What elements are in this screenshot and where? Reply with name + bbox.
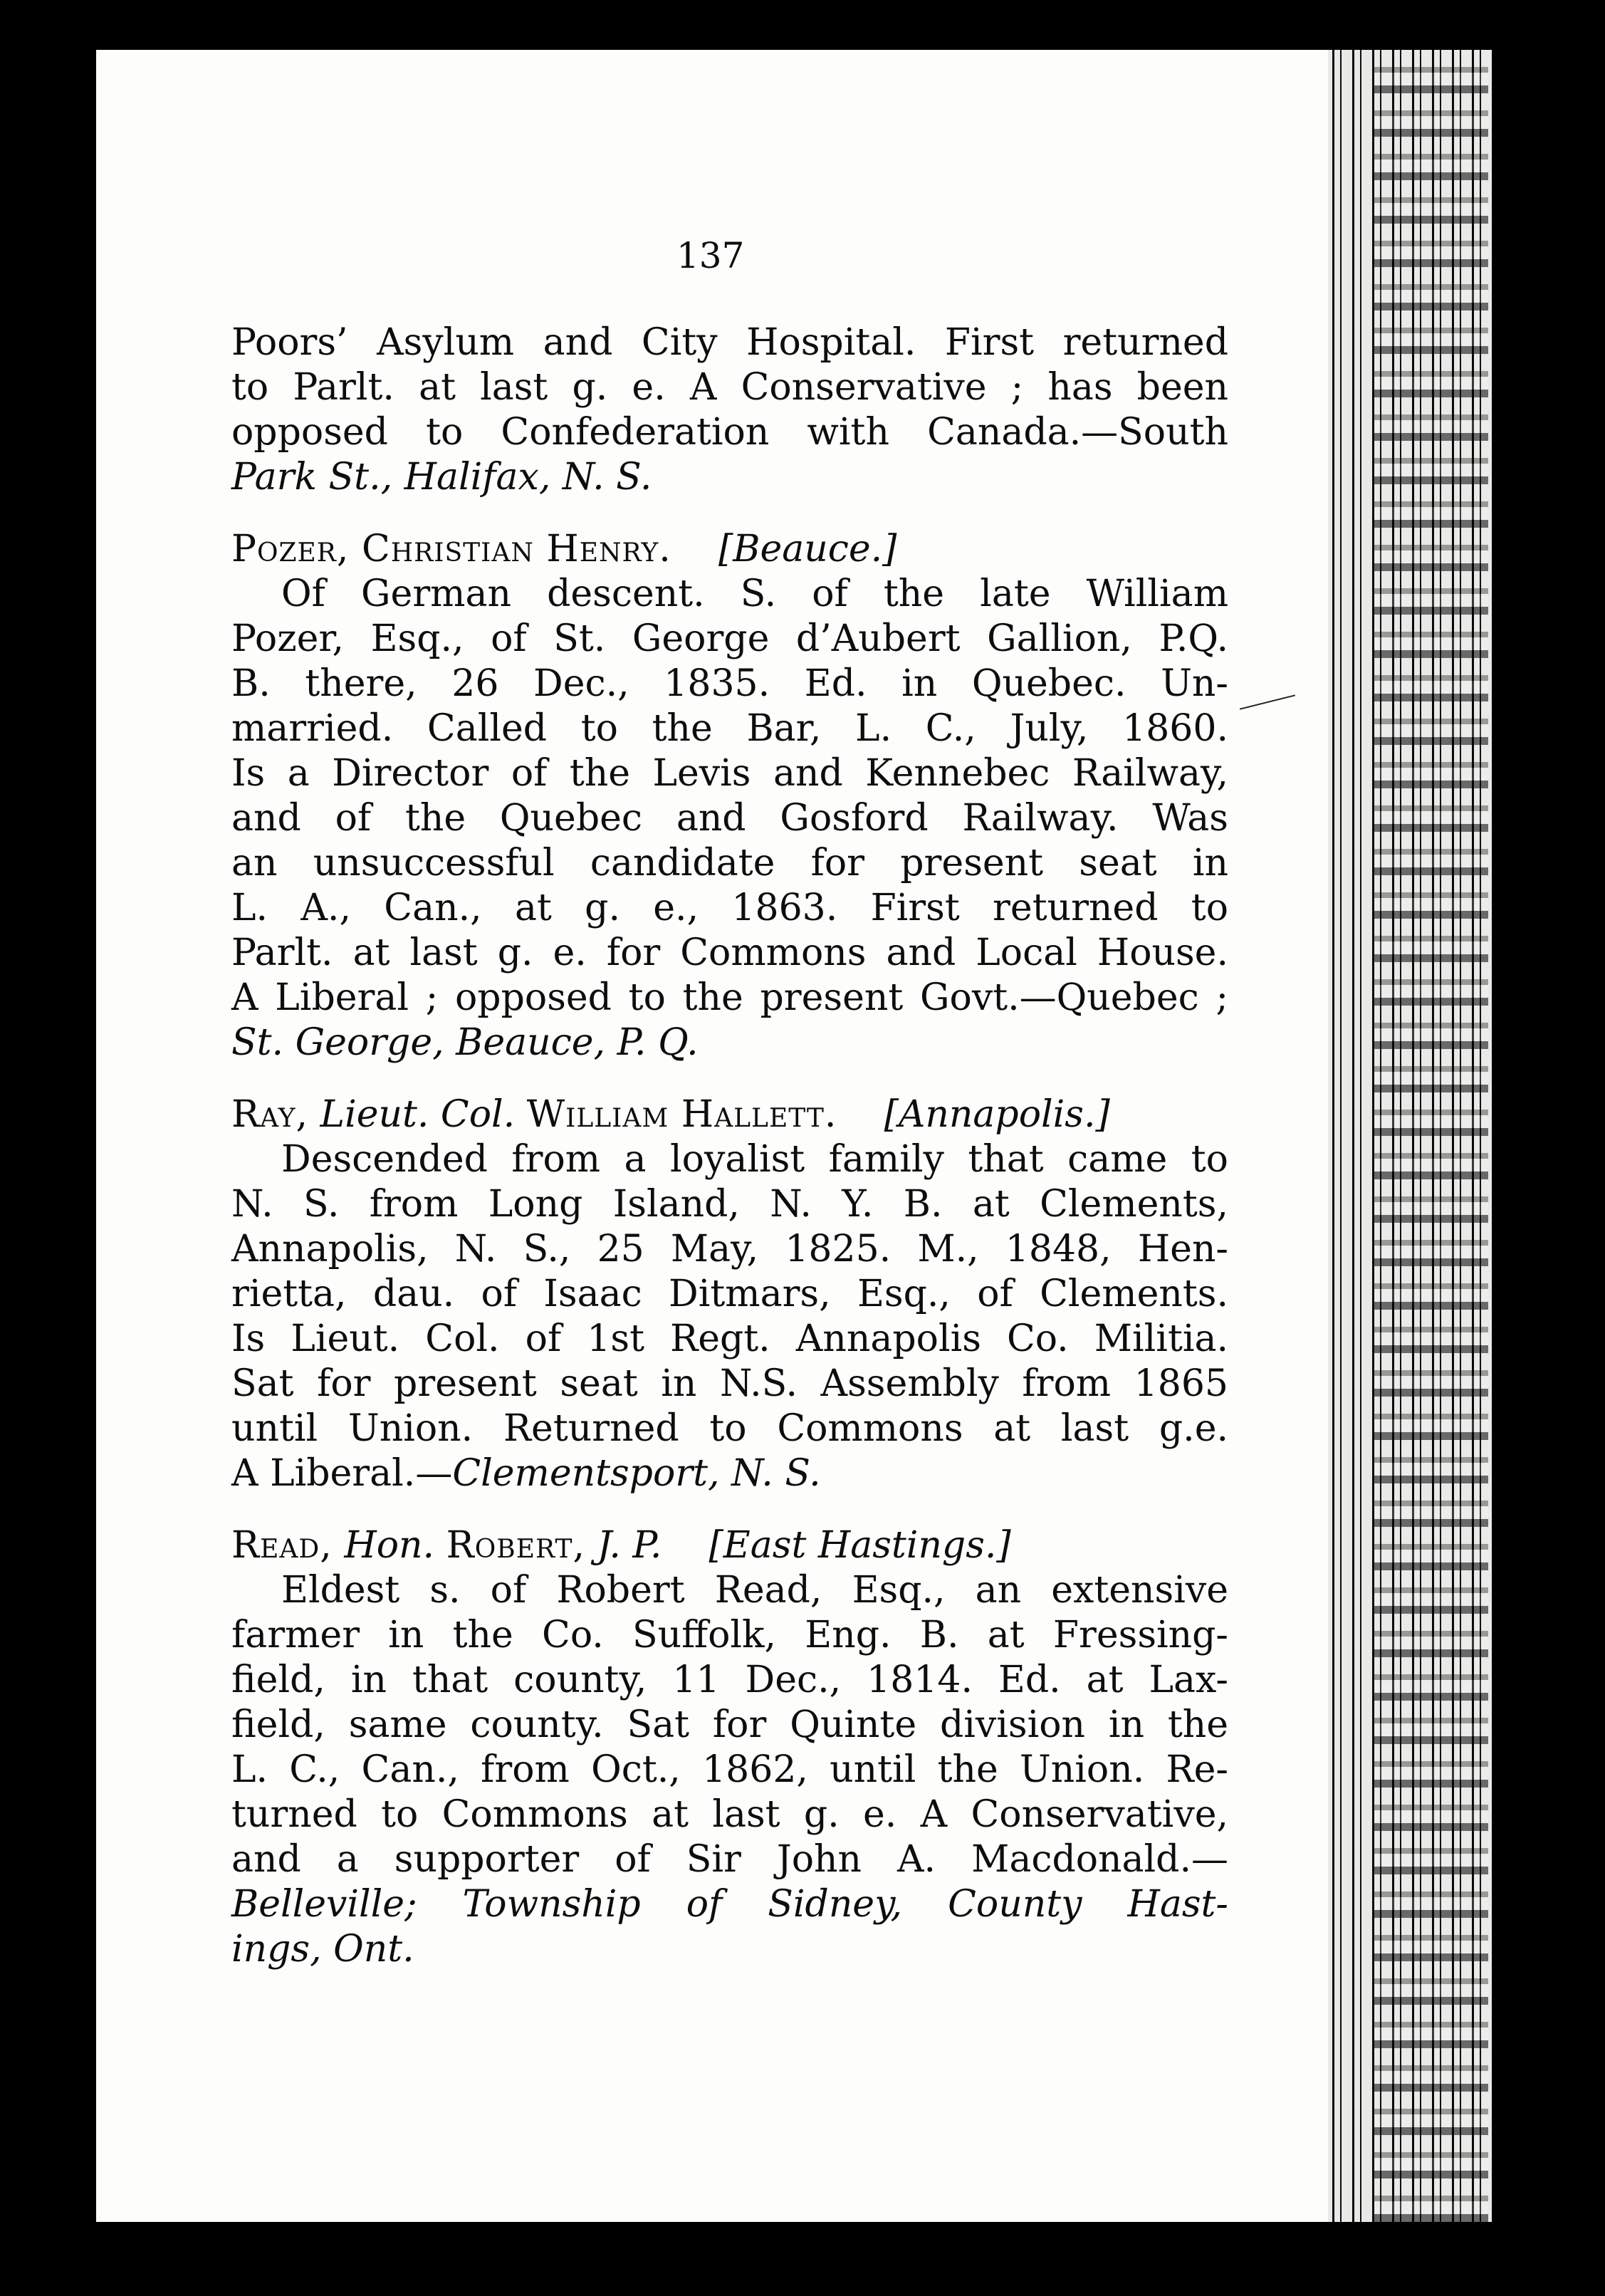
entry-name: William Hallett. [526, 1093, 837, 1136]
entry-name: Pozer, Christian Henry. [231, 528, 671, 570]
address: Belleville; Township of Sidney, County Hast- [231, 1883, 1228, 1926]
closing-text: A Liberal.— [231, 1452, 453, 1495]
text-line: Descended from a loyalist family that came to [281, 1138, 1228, 1181]
address: Park St., Halifax, N. S. [231, 456, 652, 499]
entry-name: Robert, [446, 1524, 585, 1567]
text-line: and of the Quebec and Gosford Railway. Was [231, 797, 1228, 840]
text-line: Sat for present seat in N.S. Assembly from 1865 [231, 1362, 1228, 1405]
text-line [231, 1451, 1228, 1496]
text-line: Pozer, Esq., of St. George d’Aubert Gallion, P.Q. [231, 617, 1228, 660]
text-line: and a supporter of Sir John A. Macdonald.— [231, 1838, 1228, 1881]
entry-title-suffix: J. P. [597, 1524, 662, 1567]
entry-heading [231, 1092, 1228, 1137]
entry-heading [231, 527, 1228, 572]
address: Clementsport, N. S. [452, 1452, 821, 1495]
text-line: L. C., Can., from Oct., 1862, until the Union. Re- [231, 1748, 1228, 1791]
entry-surname: Read, [231, 1524, 333, 1567]
entry-title: Lieut. Col. [320, 1093, 516, 1136]
address: ings, Ont. [231, 1928, 414, 1971]
page-number: 137 [676, 235, 745, 276]
text-line: to Parlt. at last g. e. A Conservative ; has been [231, 366, 1228, 409]
constituency: [Beauce.] [718, 528, 897, 570]
constituency: [Annapolis.] [884, 1093, 1110, 1136]
text-line: N. S. from Long Island, N. Y. B. at Clements, [231, 1183, 1228, 1226]
text-line: Is Lieut. Col. of 1st Regt. Annapolis Co. Militia. [231, 1317, 1228, 1360]
text-line: Poors’ Asylum and City Hospital. First returned [231, 321, 1228, 364]
text-line: B. there, 26 Dec., 1835. Ed. in Quebec. Un- [231, 662, 1228, 705]
text-line: Annapolis, N. S., 25 May, 1825. M., 1848, Hen- [231, 1228, 1228, 1270]
entry-title: Hon. [344, 1524, 435, 1567]
text-line: Eldest s. of Robert Read, Esq., an extensive [281, 1569, 1228, 1612]
entry-ray [231, 1092, 1228, 1496]
text-line: field, in that county, 11 Dec., 1814. Ed. at Lax- [231, 1659, 1228, 1701]
text-line: until Union. Returned to Commons at last g.e. [231, 1407, 1228, 1450]
text-line: an unsuccessful candidate for present seat in [231, 842, 1228, 885]
text-line: opposed to Confederation with Canada.—South [231, 411, 1228, 454]
constituency: [East Hastings.] [709, 1524, 1011, 1567]
text-line: field, same county. Sat for Quinte division in the [231, 1703, 1228, 1746]
entry-read [231, 1523, 1228, 1972]
text-line: Of German descent. S. of the late William [281, 573, 1228, 615]
text-line: A Liberal ; opposed to the present Govt.—Quebec ; [231, 976, 1228, 1019]
address: St. George, Beauce, P. Q. [231, 1021, 699, 1064]
continuation-paragraph [231, 320, 1228, 500]
page-text [231, 214, 1228, 1972]
text-line: married. Called to the Bar, L. C., July, 1860. [231, 707, 1228, 750]
text-line: turned to Commons at last g. e. A Conservative, [231, 1793, 1228, 1836]
text-line: rietta, dau. of Isaac Ditmars, Esq., of Clements. [231, 1273, 1228, 1315]
entry-pozer [231, 527, 1228, 1065]
entry-heading [231, 1523, 1228, 1568]
text-line: farmer in the Co. Suffolk, Eng. B. at Fressing- [231, 1614, 1228, 1656]
entry-surname: Ray, [231, 1093, 308, 1136]
text-line: Is a Director of the Levis and Kennebec Railway, [231, 752, 1228, 795]
text-line: Parlt. at last g. e. for Commons and Local House. [231, 932, 1228, 974]
text-line: L. A., Can., at g. e., 1863. First returned to [231, 887, 1228, 929]
page-edge-noise [1374, 50, 1488, 2222]
